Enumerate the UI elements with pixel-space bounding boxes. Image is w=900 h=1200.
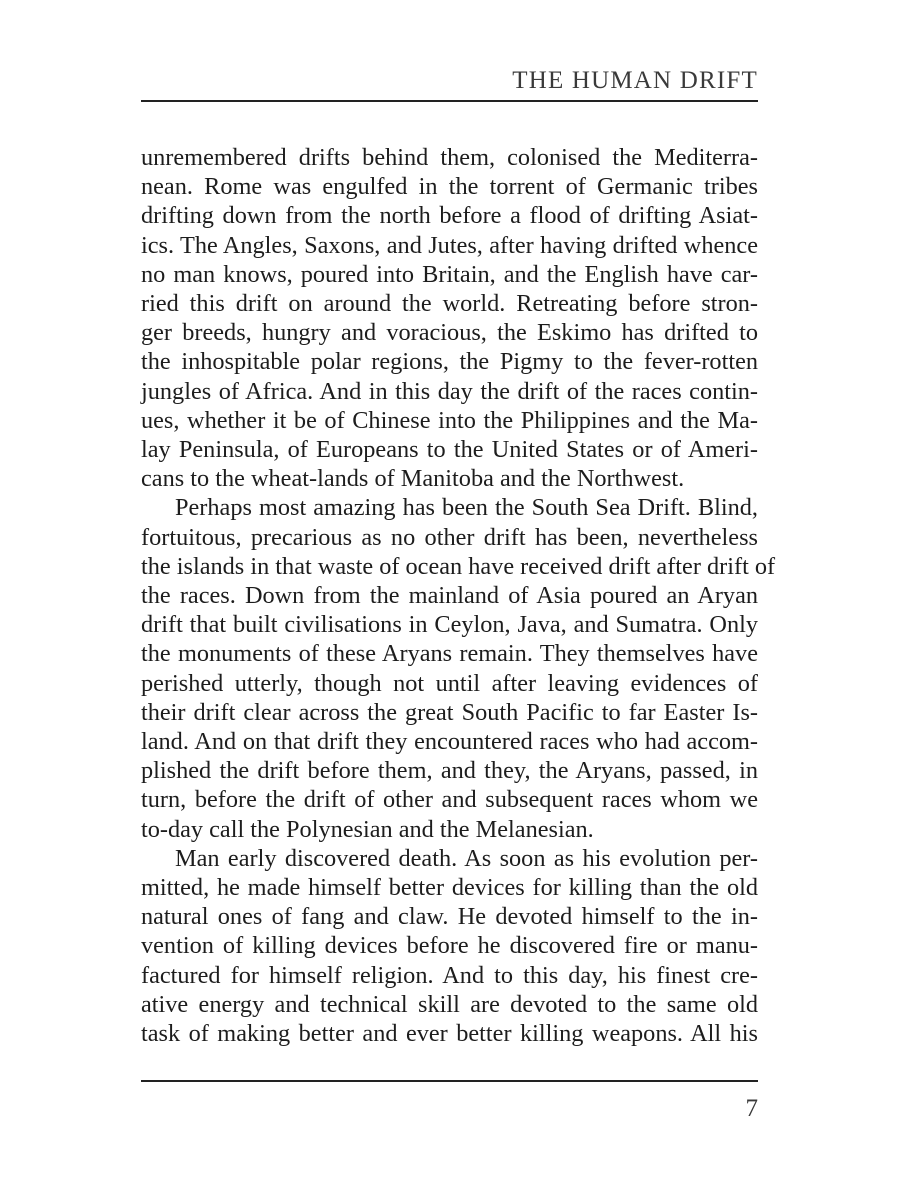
text-line: ried this drift on around the world. Retreating before stron-	[141, 290, 758, 318]
text-line: perished utterly, though not until after leaving evidences of	[141, 669, 758, 697]
text-line: the inhospitable polar regions, the Pigmy to the fever-rotten	[141, 348, 758, 376]
text-line: vention of killing devices before he discovered fire or manu-	[141, 932, 758, 960]
text-line: ues, whether it be of Chinese into the Philippines and the Ma-	[141, 406, 758, 434]
text-line: mitted, he made himself better devices for killing than the old	[141, 874, 758, 902]
text-line: drifting down from the north before a flood of drifting Asiat-	[141, 202, 758, 230]
text-line: task of making better and ever better killing weapons. All his	[141, 1020, 758, 1048]
footer-rule	[141, 1080, 758, 1082]
text-line: the races. Down from the mainland of Asia poured an Aryan	[141, 582, 758, 610]
text-line: lay Peninsula, of Europeans to the United States or of Ameri-	[141, 436, 758, 464]
body-text	[141, 143, 776, 1048]
running-head-title: THE HUMAN DRIFT	[512, 67, 758, 94]
paragraph-1	[141, 143, 758, 493]
text-line: natural ones of fang and claw. He devoted himself to the in-	[141, 903, 758, 931]
text-line: their drift clear across the great South Pacific to far Easter Is-	[141, 698, 758, 726]
text-line: fortuitous, precarious as no other drift has been, nevertheless	[141, 523, 758, 551]
text-line: turn, before the drift of other and subsequent races whom we	[141, 786, 758, 814]
text-line: Perhaps most amazing has been the South Sea Drift. Blind,	[175, 494, 758, 522]
page-number: 7	[745, 1095, 758, 1122]
text-line: ics. The Angles, Saxons, and Jutes, after having drifted whence	[141, 231, 758, 259]
text-line: land. And on that drift they encountered races who had accom-	[141, 728, 758, 756]
text-line: plished the drift before them, and they, the Aryans, passed, in	[141, 757, 758, 785]
text-line: no man knows, poured into Britain, and the English have car-	[141, 260, 758, 288]
text-line: jungles of Africa. And in this day the drift of the races contin-	[141, 377, 758, 405]
text-line: unremembered drifts behind them, colonised the Mediterra-	[141, 144, 758, 171]
text-line: the monuments of these Aryans remain. They themselves have	[141, 640, 758, 668]
text-line: ative energy and technical skill are devoted to the same old	[141, 990, 758, 1018]
text-line: nean. Rome was engulfed in the torrent of Germanic tribes	[141, 173, 758, 201]
text-line: factured for himself religion. And to this day, his finest cre-	[141, 961, 758, 989]
header-rule	[141, 100, 758, 102]
text-line: to-day call the Polynesian and the Melanesian.	[141, 815, 594, 843]
text-line: ger breeds, hungry and voracious, the Eskimo has drifted to	[141, 319, 758, 347]
text-line: the islands in that waste of ocean have received drift after drift of	[141, 552, 776, 580]
paragraph-3	[141, 844, 758, 1048]
text-line: drift that built civilisations in Ceylon, Java, and Sumatra. Only	[141, 611, 758, 639]
paragraph-2	[141, 493, 776, 843]
text-line: cans to the wheat-lands of Manitoba and the Northwest.	[141, 465, 685, 493]
text-line: Man early discovered death. As soon as his evolution per-	[175, 844, 758, 872]
